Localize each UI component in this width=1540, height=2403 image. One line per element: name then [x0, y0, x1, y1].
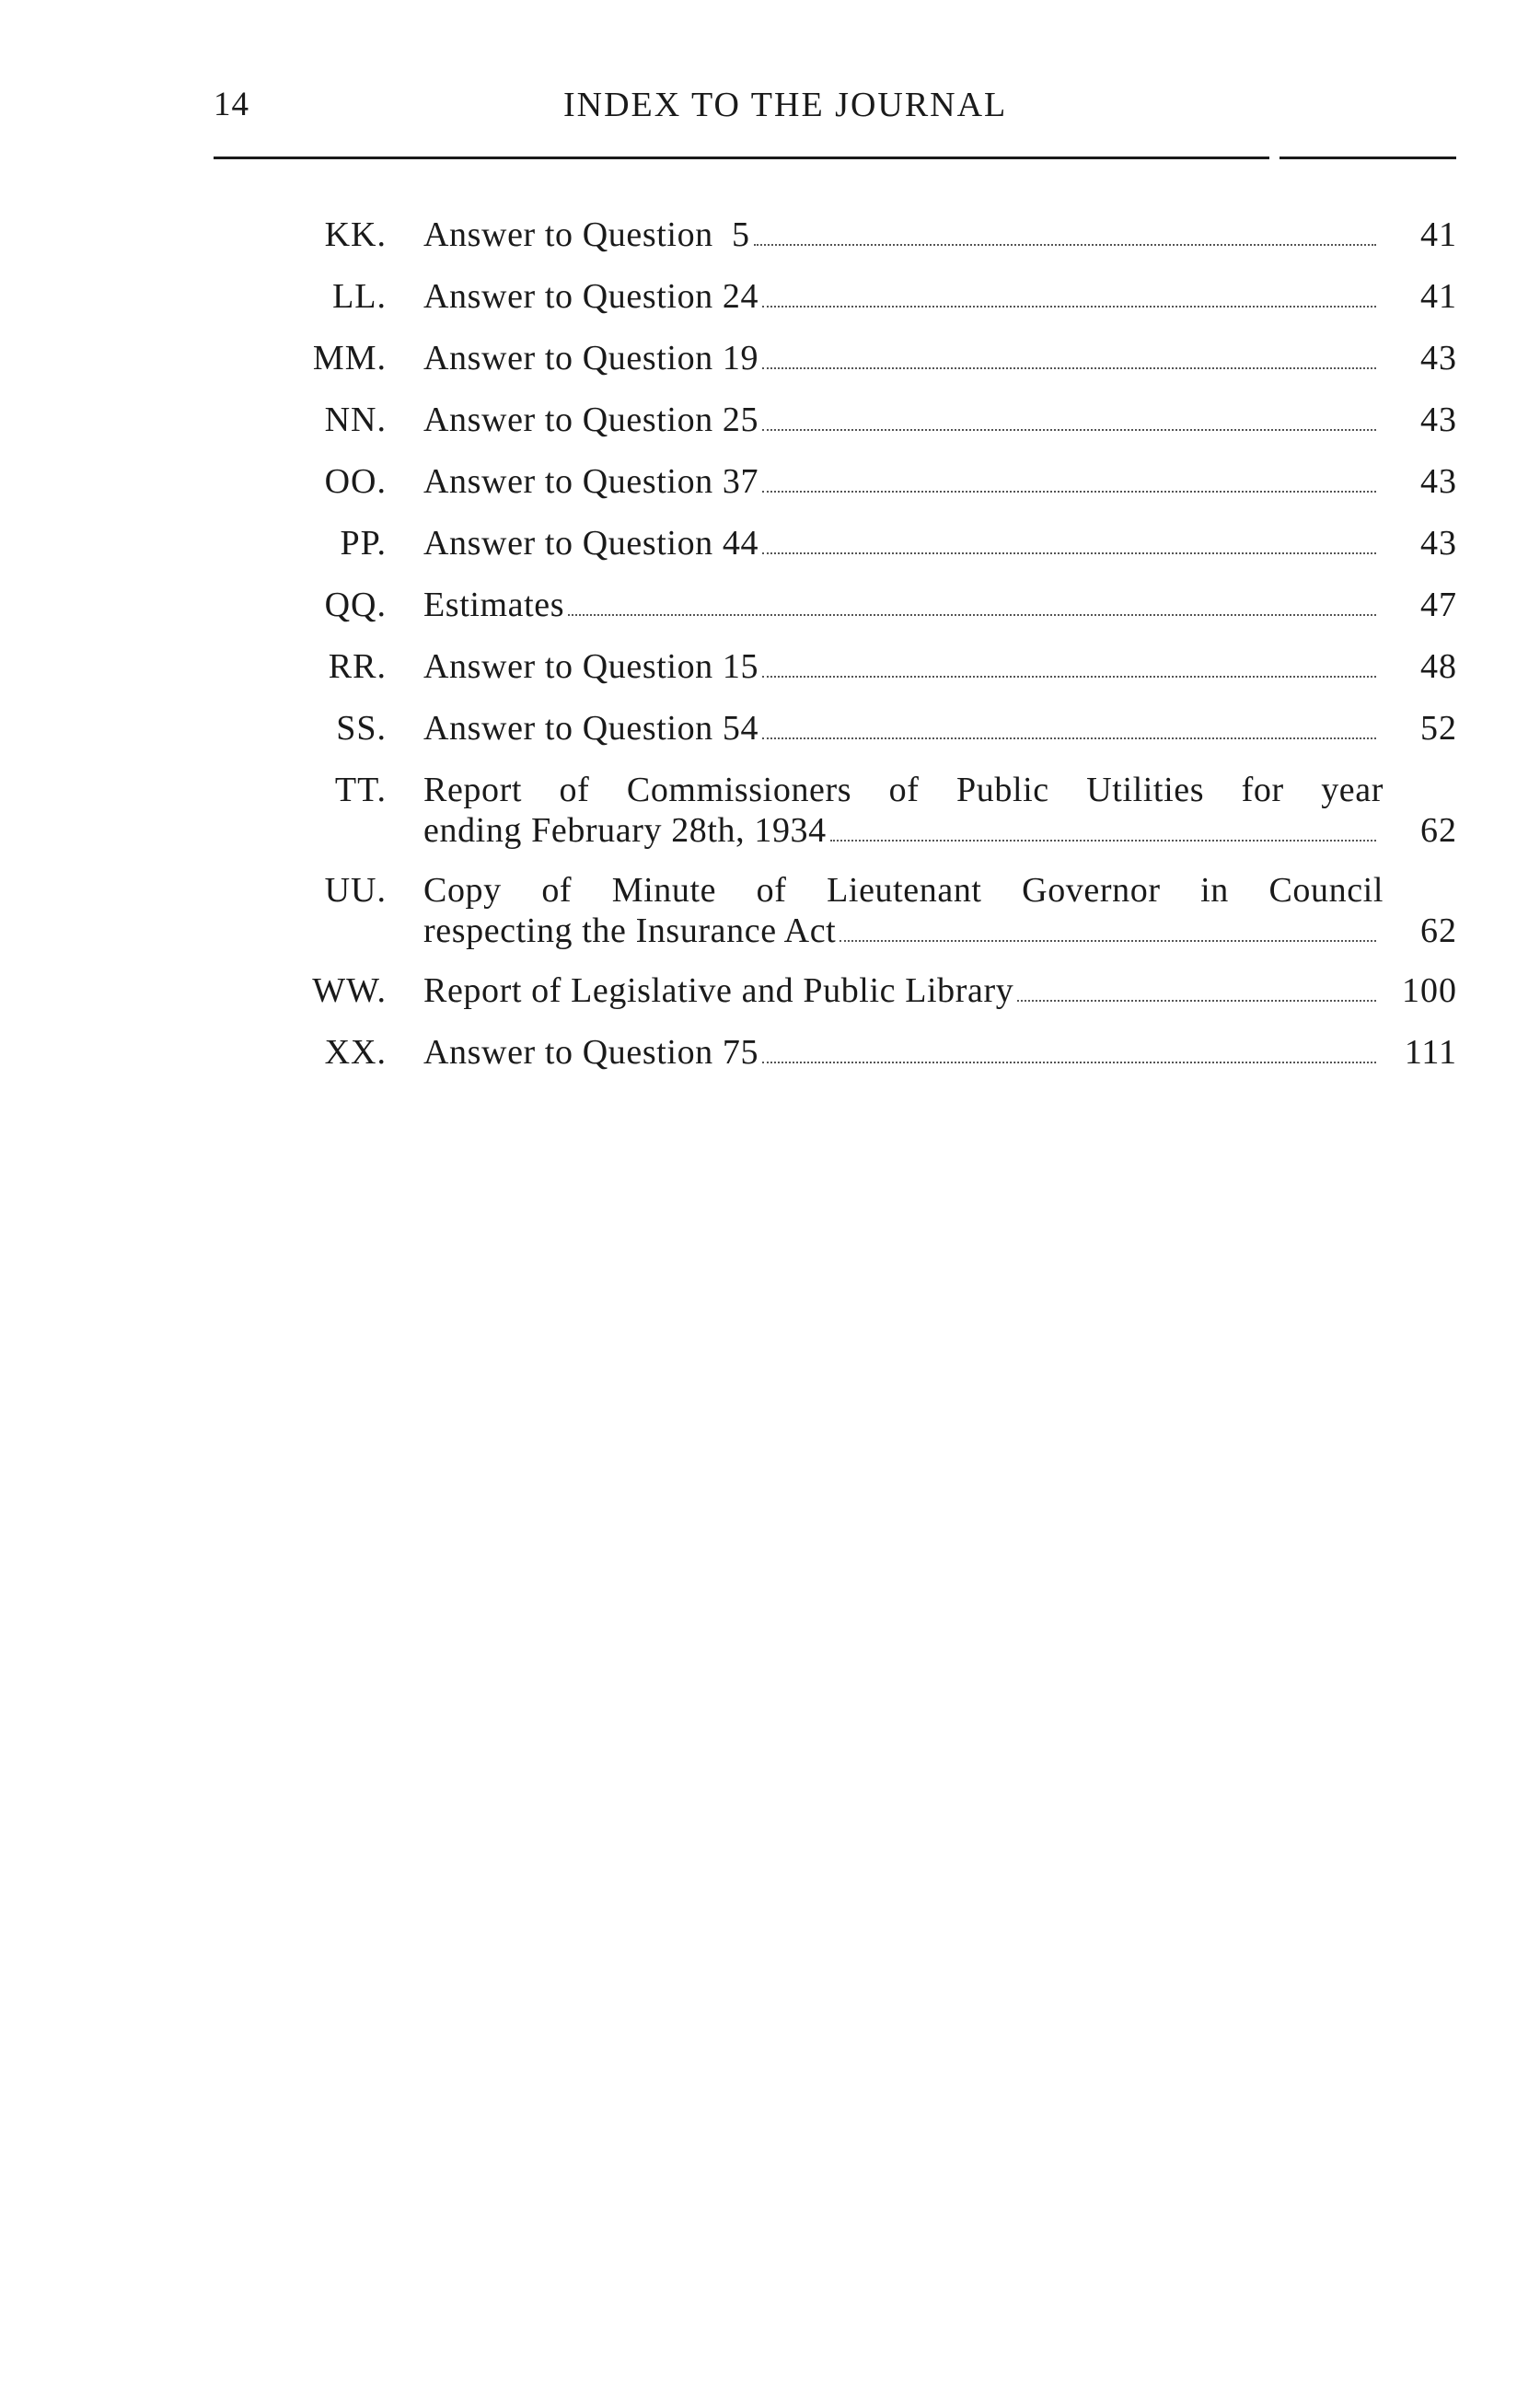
entry-letter: NN.: [324, 400, 387, 439]
entry-letter: PP.: [340, 524, 387, 563]
entry-body: [423, 870, 1384, 951]
entry-letter: XX.: [324, 1033, 387, 1072]
index-entry: [285, 646, 1464, 687]
entry-title-line: Report of Commissioners of Public Utilities for year: [423, 771, 1384, 809]
entry-body: [423, 646, 1384, 687]
index-entry: [285, 770, 1464, 851]
entry-body: [423, 338, 1384, 378]
index-entry: [285, 1032, 1464, 1073]
entry-page: 47: [1420, 586, 1457, 624]
entry-body: [423, 970, 1384, 1011]
entry-body: [423, 585, 1384, 625]
index-entry: [285, 970, 1464, 1011]
dot-leader: [762, 429, 1376, 431]
dot-leader: [762, 1062, 1376, 1063]
entry-page: 41: [1420, 215, 1457, 254]
entry-title: respecting the Insurance Act: [423, 911, 837, 950]
dot-leader: [754, 244, 1376, 246]
entry-body: [423, 400, 1384, 440]
entry-letter: LL.: [332, 277, 387, 316]
dot-leader: [762, 552, 1376, 554]
dot-leader: [830, 840, 1376, 842]
entry-page: 43: [1420, 339, 1457, 377]
entry-letter: OO.: [324, 462, 387, 501]
page-number: 14: [214, 86, 249, 123]
entry-body: [423, 461, 1384, 502]
entry-page: 62: [1420, 911, 1457, 950]
header-rule: [214, 157, 1269, 159]
index-entry: [285, 338, 1464, 378]
entry-letter: RR.: [328, 647, 387, 686]
index-entries: [285, 215, 1464, 1094]
entry-body: [423, 708, 1384, 749]
entry-body: [423, 215, 1384, 255]
entry-page: 48: [1420, 647, 1457, 686]
dot-leader: [568, 614, 1376, 616]
index-entry: [285, 870, 1464, 951]
entry-title: ending February 28th, 1934: [423, 811, 827, 850]
dot-leader: [839, 940, 1376, 942]
index-entry: [285, 708, 1464, 749]
dot-leader: [762, 367, 1376, 369]
entry-title: Answer to Question 24: [423, 277, 759, 316]
entry-page: 43: [1420, 400, 1457, 439]
entry-title: Answer to Question 25: [423, 400, 759, 439]
entry-title-line: Copy of Minute of Lieutenant Governor in Council: [423, 871, 1384, 910]
header-rule-end: [1279, 157, 1456, 159]
entry-title: Answer to Question 15: [423, 647, 759, 686]
page-header: [214, 85, 1456, 131]
entry-letter: UU.: [324, 871, 387, 910]
entry-letter: WW.: [312, 971, 387, 1010]
entry-page: 52: [1420, 709, 1457, 748]
index-entry: [285, 461, 1464, 502]
entry-title: Answer to Question 54: [423, 709, 759, 748]
index-entry: [285, 276, 1464, 317]
index-entry: [285, 215, 1464, 255]
entry-body: [423, 1032, 1384, 1073]
entry-page: 41: [1420, 277, 1457, 316]
entry-body: [423, 276, 1384, 317]
entry-title: Estimates: [423, 586, 565, 624]
entry-letter: QQ.: [324, 586, 387, 624]
index-entry: [285, 523, 1464, 563]
entry-page: 111: [1404, 1033, 1457, 1072]
entry-title: Answer to Question 19: [423, 339, 759, 377]
entry-body: [423, 523, 1384, 563]
dot-leader: [762, 737, 1376, 739]
entry-page: 43: [1420, 462, 1457, 501]
entry-title: Answer to Question 37: [423, 462, 759, 501]
entry-letter: MM.: [312, 339, 387, 377]
entry-page: 43: [1420, 524, 1457, 563]
entry-title: Report of Legislative and Public Library: [423, 971, 1014, 1010]
dot-leader: [762, 676, 1376, 678]
entry-letter: KK.: [324, 215, 387, 254]
entry-title: Answer to Question 44: [423, 524, 759, 563]
entry-page: 100: [1402, 971, 1457, 1010]
entry-body: [423, 770, 1384, 851]
index-entry: [285, 585, 1464, 625]
index-entry: [285, 400, 1464, 440]
entry-letter: TT.: [334, 771, 387, 809]
dot-leader: [762, 306, 1376, 308]
dot-leader: [1017, 1000, 1376, 1002]
dot-leader: [762, 491, 1376, 493]
entry-letter: SS.: [336, 709, 387, 748]
entry-title: Answer to Question 75: [423, 1033, 759, 1072]
entry-page: 62: [1420, 811, 1457, 850]
entry-title: Answer to Question 5: [423, 215, 750, 254]
running-head: INDEX TO THE JOURNAL: [563, 86, 1008, 124]
